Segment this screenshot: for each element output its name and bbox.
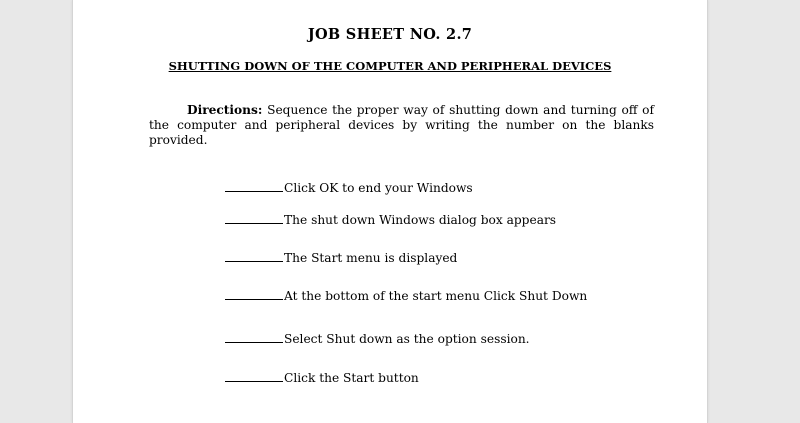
step-text: Click the Start button [284,371,419,385]
list-item [225,329,530,346]
answer-blank[interactable] [225,178,283,192]
list-item [225,286,587,303]
step-text: The Start menu is displayed [284,251,458,265]
list-item [225,248,457,265]
answer-blank[interactable] [225,286,283,300]
step-text: At the bottom of the start menu Click Shut Down [284,289,588,303]
page-title: JOB SHEET NO. 2.7 [307,26,473,43]
answer-blank[interactable] [225,368,283,382]
directions-paragraph [149,103,654,148]
step-text: Select Shut down as the option session. [284,332,530,346]
directions-text: Sequence the proper way of shutting down and turning off of the computer and peripheral devices by writing the number on the blanks provided. [149,103,654,147]
list-item [225,210,556,227]
page-subtitle: SHUTTING DOWN OF THE COMPUTER AND PERIPHERAL DEVICES [168,59,612,73]
answer-blank[interactable] [225,248,283,262]
list-item [225,368,419,385]
answer-blank[interactable] [225,329,283,343]
list-item [225,178,473,195]
step-text: The shut down Windows dialog box appears [284,213,557,227]
step-text: Click OK to end your Windows [284,181,473,195]
answer-blank[interactable] [225,210,283,224]
document-page [72,0,708,423]
directions-label: Directions: [187,103,263,117]
